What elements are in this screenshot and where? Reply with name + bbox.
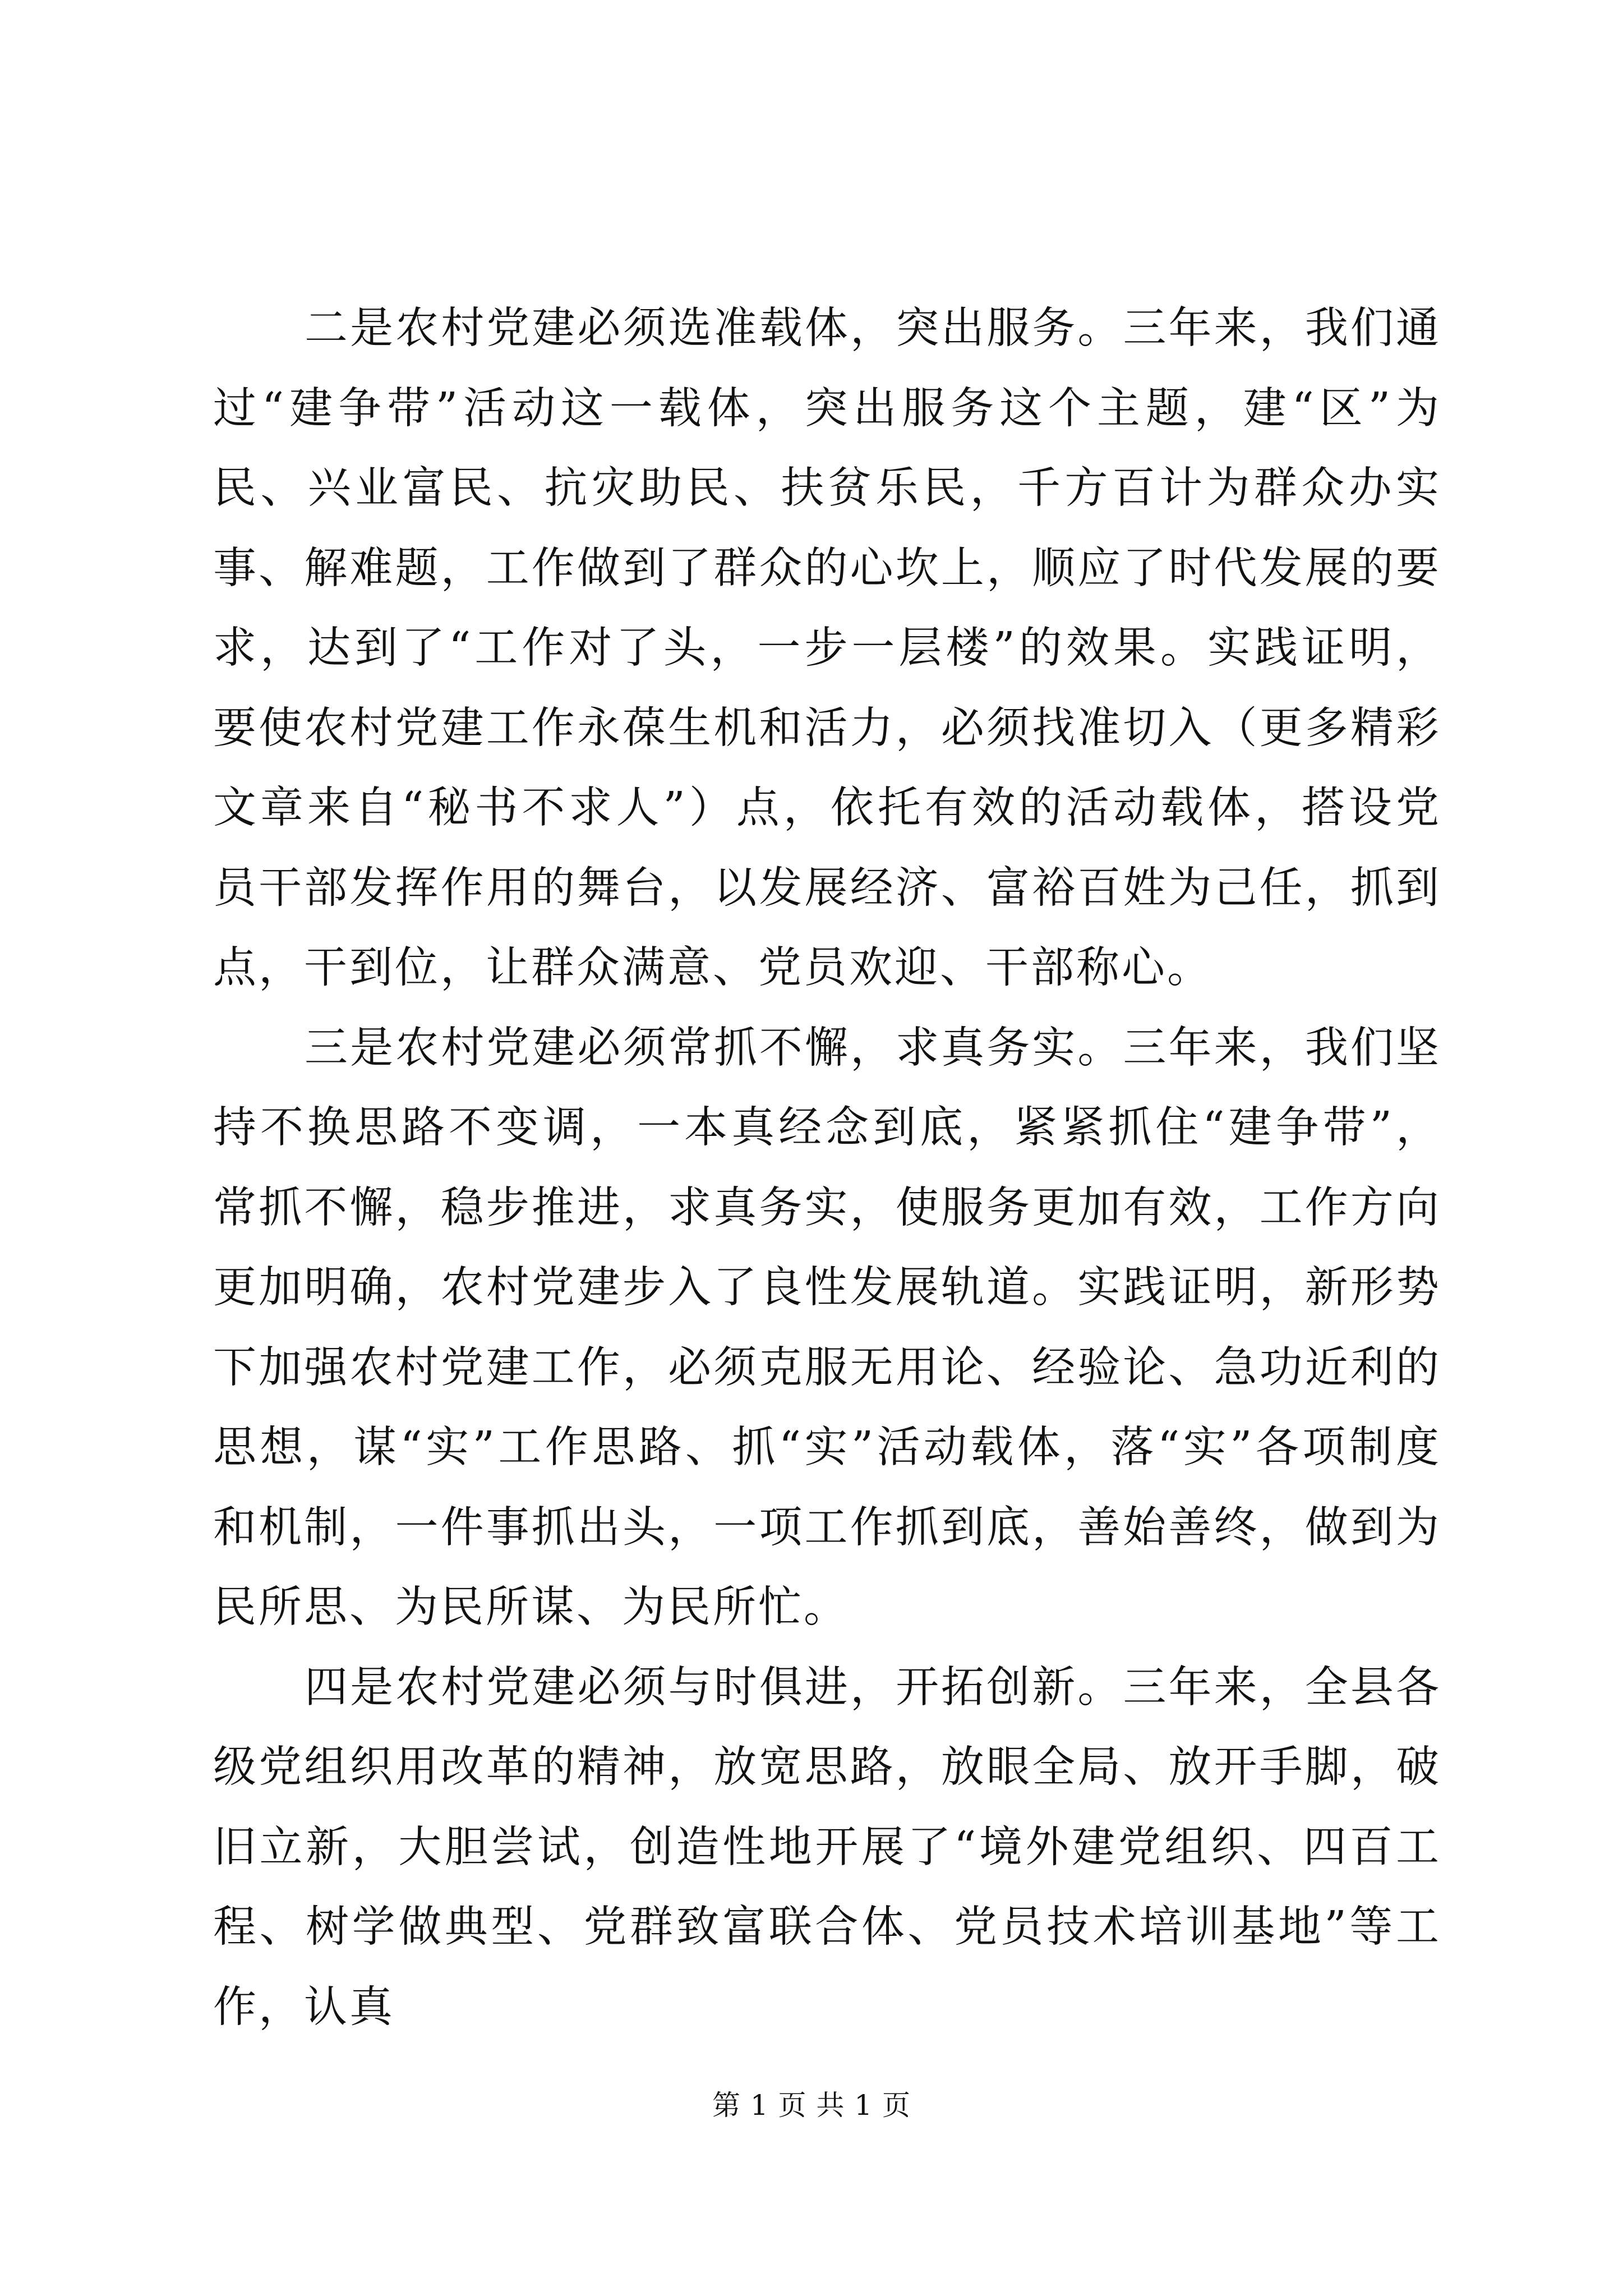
paragraph-2: 二是农村党建必须选准载体，突出服务。三年来，我们通过“建争带”活动这一载体，突出服务这个主题，建“区”为民、兴业富民、抗灾助民、扶贫乐民，千方百计为群众办实事、解难题，工作做到了群众的心坎上，顺应了时代发展的要求，达到了“工作对了头，一步一层楼”的效果。实践证明，要使农村党建工作永葆生机和活力，必须找准切入（更多精彩文章来自“秘书不求人”）点，依托有效的活动载体，搭设党员干部发挥作用的舞台，以发展经济、富裕百姓为己任，抓到点，干到位，让群众满意、党员欢迎、干部称心。 [213, 303, 1441, 993]
paragraph-4: 四是农村党建必须与时俱进，开拓创新。三年来，全县各级党组织用改革的精神，放宽思路，放眼全局、放开手脚，破旧立新，大胆尝试，创造性地开展了“境外建党组织、四百工程、树学做典型、党群致富联合体、党员技术培训基地”等工作，认真 [213, 1662, 1441, 2032]
document-body [213, 289, 1441, 2047]
paragraph-3: 三是农村党建必须常抓不懈，求真务实。三年来，我们坚持不换思路不变调，一本真经念到底，紧紧抓住“建争带”，常抓不懈，稳步推进，求真务实，使服务更加有效，工作方向更加明确，农村党建步入了良性发展轨道。实践证明，新形势下加强农村党建工作，必须克服无用论、经验论、急功近利的思想，谋“实”工作思路、抓“实”活动载体，落“实”各项制度和机制，一件事抓出头，一项工作抓到底，善始善终，做到为民所思、为民所谋、为民所忙。 [213, 1023, 1441, 1632]
page-footer: 第 1 页 共 1 页 [712, 2089, 911, 2122]
